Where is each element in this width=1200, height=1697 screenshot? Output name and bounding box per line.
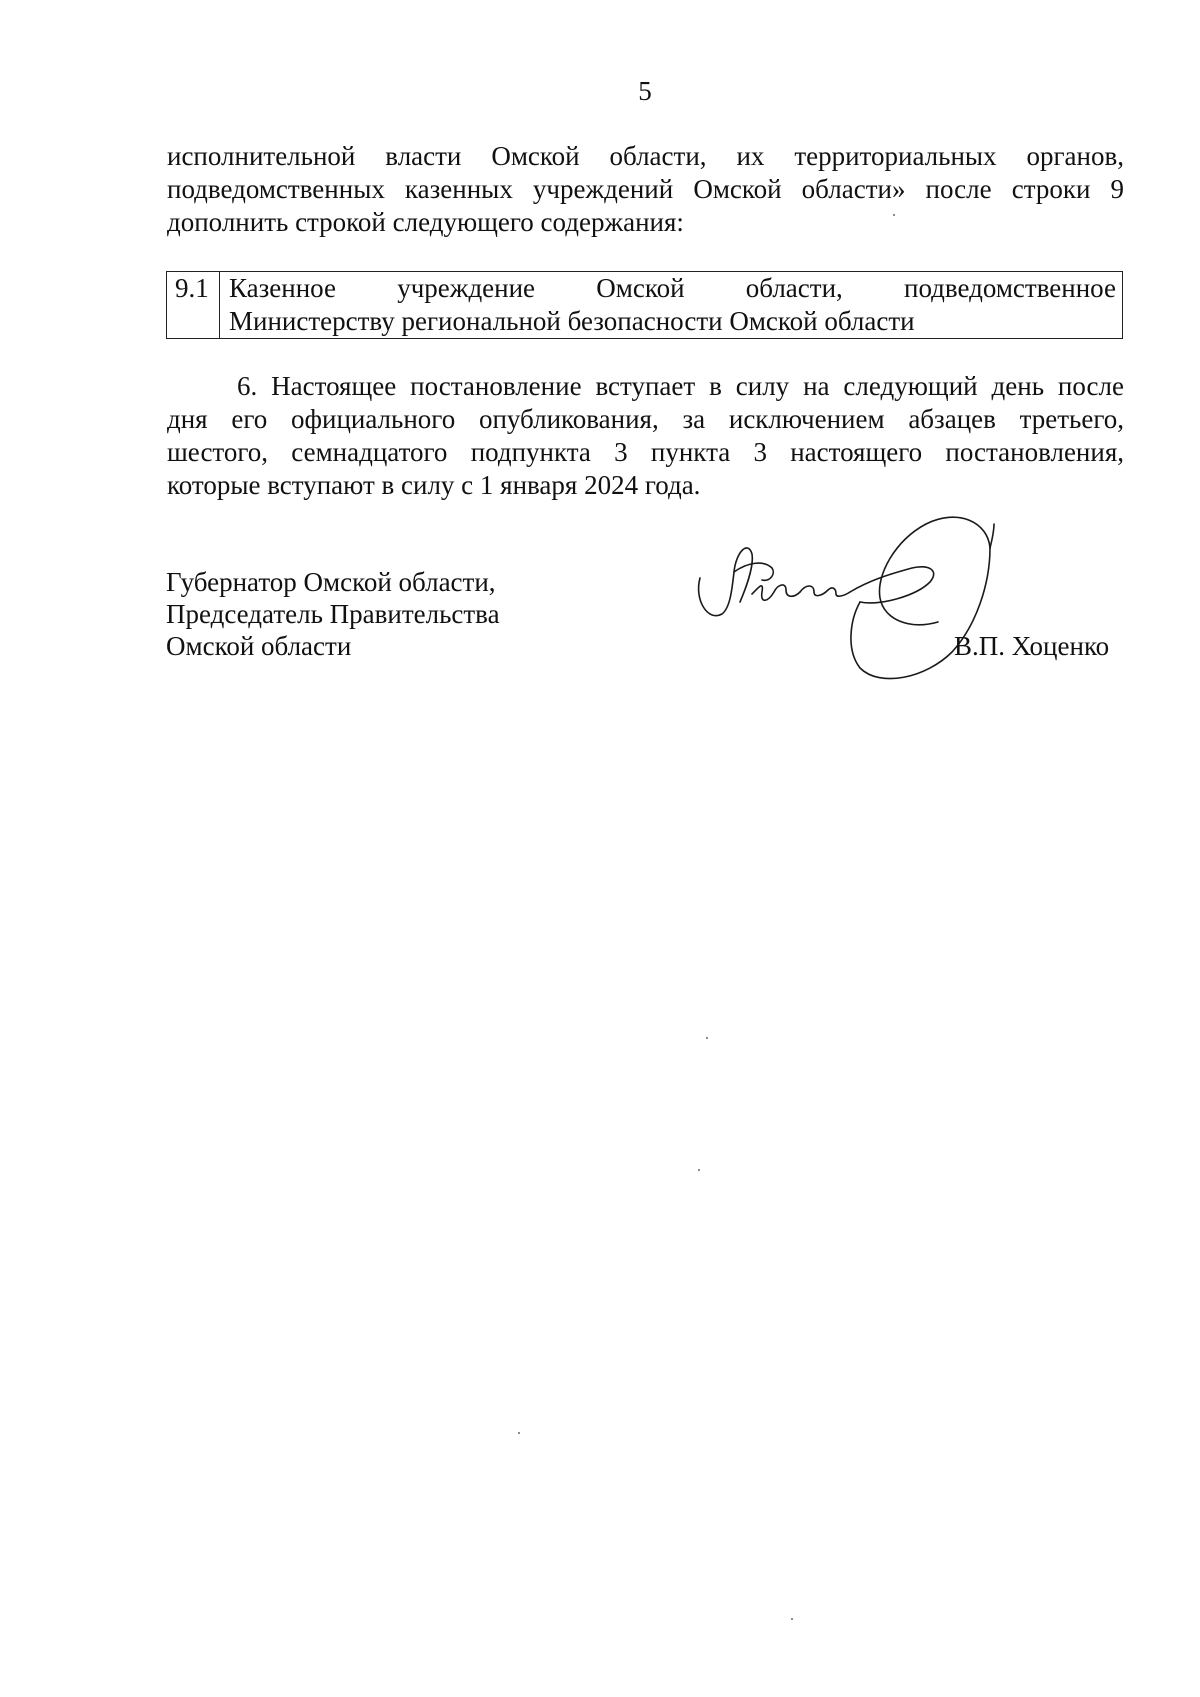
scan-speck bbox=[706, 1037, 708, 1039]
scan-speck bbox=[698, 1169, 700, 1171]
row-text-line: Казенное учреждение Омской области, подведомственное bbox=[229, 273, 1116, 303]
signatory-name: В.П. Хоценко bbox=[954, 631, 1110, 661]
position-line: Омской области bbox=[166, 631, 352, 661]
row-text-cell bbox=[220, 272, 1123, 339]
intro-line: исполнительной власти Омской области, их территориальных органов, bbox=[167, 141, 1124, 171]
inserted-row-table bbox=[166, 271, 1123, 339]
intro-line: подведомственных казенных учреждений Омской области» после строки 9 bbox=[167, 174, 1124, 204]
table-row bbox=[167, 272, 1123, 339]
intro-paragraph bbox=[167, 140, 1124, 239]
page-number: 5 bbox=[638, 76, 652, 106]
scan-speck bbox=[518, 1432, 520, 1434]
item-6-paragraph bbox=[167, 370, 1124, 502]
item-6-line: которые вступают в силу с 1 января 2024 года. bbox=[167, 470, 701, 500]
signatory-position bbox=[166, 566, 500, 662]
position-line: Председатель Правительства bbox=[166, 599, 500, 629]
scan-speck bbox=[893, 214, 895, 216]
intro-line: дополнить строкой следующего содержания: bbox=[167, 207, 684, 237]
item-6-line: дня его официального опубликования, за исключением абзацев третьего, bbox=[167, 404, 1124, 434]
row-number-cell: 9.1 bbox=[167, 272, 220, 339]
item-6-line: шестого, семнадцатого подпункта 3 пункта 3 настоящего постановления, bbox=[167, 437, 1124, 467]
scan-speck bbox=[791, 1618, 793, 1620]
position-line: Губернатор Омской области, bbox=[166, 567, 496, 597]
handwritten-signature bbox=[690, 510, 1070, 690]
row-text-line: Министерству региональной безопасности Омской области bbox=[229, 306, 915, 336]
item-6-line: 6. Настоящее постановление вступает в силу на следующий день после bbox=[237, 371, 1124, 401]
